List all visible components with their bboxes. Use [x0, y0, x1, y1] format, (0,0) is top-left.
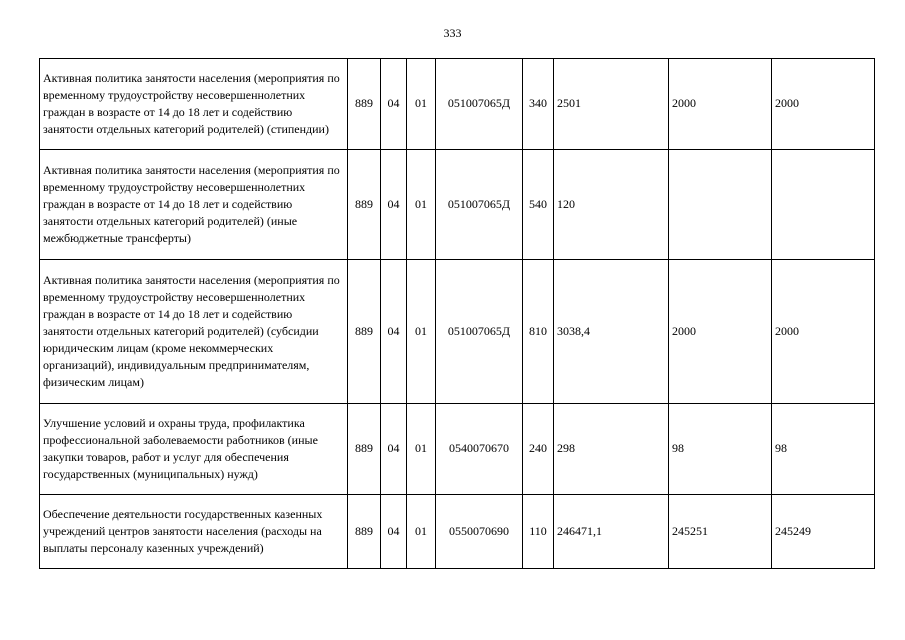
table-row [40, 260, 875, 404]
cell-target-code: 0550070690 [436, 495, 523, 569]
cell-amount-3: 98 [772, 404, 875, 495]
cell-amount-2: 2000 [669, 260, 772, 404]
cell-amount-1: 298 [554, 404, 669, 495]
cell-amount-3: 2000 [772, 59, 875, 150]
cell-ministry-code: 889 [348, 495, 381, 569]
cell-subsection-code: 01 [407, 404, 436, 495]
budget-table [39, 58, 875, 569]
cell-subsection-code: 01 [407, 59, 436, 150]
cell-ministry-code: 889 [348, 404, 381, 495]
cell-ministry-code: 889 [348, 59, 381, 150]
cell-amount-3 [772, 150, 875, 260]
cell-target-code: 051007065Д [436, 59, 523, 150]
cell-amount-1: 120 [554, 150, 669, 260]
cell-amount-1: 246471,1 [554, 495, 669, 569]
cell-section-code: 04 [381, 59, 407, 150]
cell-target-code: 051007065Д [436, 260, 523, 404]
cell-expense-type-code: 540 [523, 150, 554, 260]
cell-expense-type-code: 810 [523, 260, 554, 404]
cell-section-code: 04 [381, 260, 407, 404]
cell-subsection-code: 01 [407, 495, 436, 569]
cell-ministry-code: 889 [348, 260, 381, 404]
cell-amount-1: 3038,4 [554, 260, 669, 404]
cell-subsection-code: 01 [407, 150, 436, 260]
cell-amount-3: 2000 [772, 260, 875, 404]
cell-amount-1: 2501 [554, 59, 669, 150]
cell-subsection-code: 01 [407, 260, 436, 404]
cell-expense-type-code: 110 [523, 495, 554, 569]
cell-ministry-code: 889 [348, 150, 381, 260]
table-row [40, 404, 875, 495]
cell-section-code: 04 [381, 495, 407, 569]
cell-amount-2: 2000 [669, 59, 772, 150]
cell-amount-3: 245249 [772, 495, 875, 569]
cell-target-code: 051007065Д [436, 150, 523, 260]
cell-section-code: 04 [381, 150, 407, 260]
cell-amount-2: 98 [669, 404, 772, 495]
cell-description: Обеспечение деятельности государственных казенных учреждений центров занятости населения (расходы на выплаты персоналу казенных учреждений) [40, 495, 348, 569]
page-number: 333 [443, 26, 462, 40]
table-row [40, 150, 875, 260]
cell-amount-2 [669, 150, 772, 260]
cell-expense-type-code: 340 [523, 59, 554, 150]
cell-description: Активная политика занятости населения (мероприятия по временному трудоустройству несовершеннолетних граждан в возрасте от 14 до 18 лет и содействию занятости отдельных категорий родителей) (стипендии) [40, 59, 348, 150]
table-row [40, 495, 875, 569]
cell-description: Активная политика занятости населения (мероприятия по временному трудоустройству несовершеннолетних граждан в возрасте от 14 до 18 лет и содействию занятости отдельных категорий родителей) (субсидии юридическим лицам (кроме некоммерческих организаций), индивидуальным предпринимателям, физическим лицам) [40, 260, 348, 404]
cell-section-code: 04 [381, 404, 407, 495]
table-row [40, 59, 875, 150]
cell-description: Активная политика занятости населения (мероприятия по временному трудоустройству несовершеннолетних граждан в возрасте от 14 до 18 лет и содействию занятости отдельных категорий родителей) (иные межбюджетные трансферты) [40, 150, 348, 260]
cell-target-code: 0540070670 [436, 404, 523, 495]
cell-expense-type-code: 240 [523, 404, 554, 495]
cell-amount-2: 245251 [669, 495, 772, 569]
cell-description: Улучшение условий и охраны труда, профилактика профессиональной заболеваемости работников (иные закупки товаров, работ и услуг для обеспечения государственных (муниципальных) нужд) [40, 404, 348, 495]
